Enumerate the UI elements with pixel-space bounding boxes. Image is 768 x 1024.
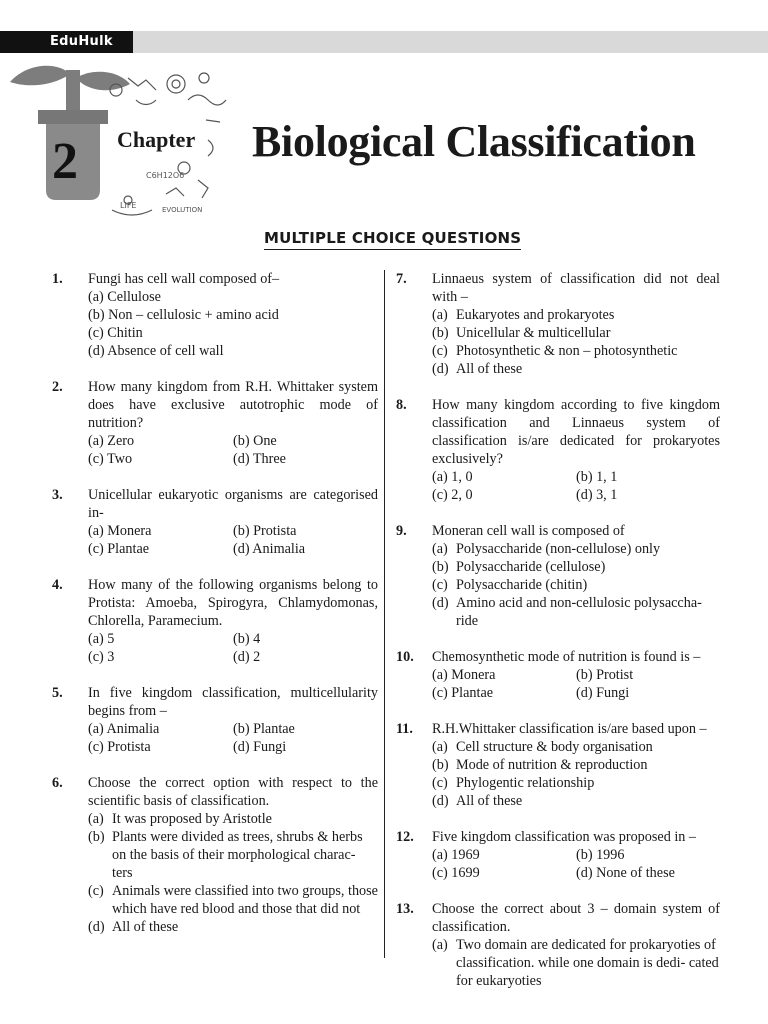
question-number: 4.: [52, 577, 63, 593]
option-text: Two domain are dedicated for prokaryoties of classification. while one domain is dedi- cated for eukaryoties: [456, 937, 719, 989]
option-list: [432, 540, 720, 630]
question-item: [396, 270, 720, 378]
option-text: Polysaccharide (non-cellulose) only: [456, 541, 661, 557]
option-item: (a) Cellulose: [88, 289, 161, 305]
question-text: How many kingdom according to five kingdom classification and Linnaeus system of classification is/are dedicated for prokaryotes exclusively?: [432, 397, 720, 467]
option-item: [432, 576, 720, 594]
option-label: (a): [432, 937, 448, 953]
option-label: (b): [88, 829, 105, 845]
question-number: 3.: [52, 487, 63, 503]
option-text: All of these: [456, 793, 523, 809]
question-text: R.H.Whittaker classification is/are based upon –: [432, 721, 707, 737]
option-item: [88, 828, 378, 882]
option-item: (d) Absence of cell wall: [88, 343, 224, 359]
option-item: [432, 342, 720, 360]
option-label: (b): [432, 757, 449, 773]
question-text: Unicellular eukaryotic organisms are categorised in-: [88, 487, 378, 521]
leaf-left-icon: [10, 66, 70, 85]
question-text: Moneran cell wall is composed of: [432, 523, 625, 539]
option-text: Unicellular & multicellular: [456, 325, 611, 341]
question-number: 5.: [52, 685, 63, 701]
question-text: Five kingdom classification was proposed in –: [432, 829, 697, 845]
option-text: Photosynthetic & non – photosynthetic: [456, 343, 678, 359]
svg-text:EVOLUTION: EVOLUTION: [162, 206, 203, 214]
question-text: Choose the correct option with respect to the scientific basis of classification.: [88, 775, 378, 809]
question-item: [396, 396, 720, 504]
question-item: [396, 720, 720, 810]
option-item: (d) 2: [233, 649, 261, 665]
option-item: [432, 324, 720, 342]
question-item: [396, 522, 720, 630]
option-item: [88, 882, 378, 918]
option-item: [88, 810, 378, 828]
option-text: All of these: [112, 919, 179, 935]
option-list: [88, 288, 378, 360]
question-item: [396, 828, 720, 882]
option-label: (d): [432, 361, 449, 377]
option-item: (a) Monera: [88, 523, 152, 539]
question-text: Fungi has cell wall composed of–: [88, 271, 280, 287]
option-item: [432, 792, 720, 810]
left-column: [52, 270, 378, 954]
option-item: (b) 4: [233, 631, 261, 647]
option-text: Eukaryotes and prokaryotes: [456, 307, 615, 323]
option-label: (d): [432, 595, 449, 611]
option-list: [88, 432, 378, 468]
option-item: (a) 5: [88, 631, 115, 647]
option-text: Plants were divided as trees, shrubs & herbs on the basis of their morphological charac- ters: [112, 829, 363, 881]
question-item: [396, 900, 720, 990]
question-number: 8.: [396, 397, 407, 413]
option-list: [88, 522, 378, 558]
option-item: (a) 1, 0: [432, 469, 473, 485]
option-item: [432, 936, 720, 990]
option-item: [432, 594, 720, 630]
option-list: [432, 936, 720, 990]
question-item: [52, 774, 378, 936]
question-text: How many of the following organisms belong to Protista: Amoeba, Spirogyra, Chlamydomonas, Chlorella, Paramecium.: [88, 577, 378, 629]
question-number: 9.: [396, 523, 407, 539]
option-label: (a): [432, 307, 448, 323]
option-label: (c): [432, 343, 448, 359]
option-item: (a) Zero: [88, 433, 135, 449]
option-label: (c): [432, 775, 448, 791]
option-item: [432, 774, 720, 792]
question-number: 1.: [52, 271, 63, 287]
option-item: (b) Plantae: [233, 721, 295, 737]
option-item: (a) Monera: [432, 667, 496, 683]
option-list: [88, 630, 378, 666]
option-item: (d) Animalia: [233, 541, 306, 557]
option-list: [432, 666, 720, 702]
option-item: [88, 918, 378, 936]
option-item: (b) Non – cellulosic + amino acid: [88, 307, 279, 323]
question-number: 6.: [52, 775, 63, 791]
option-text: Polysaccharide (chitin): [456, 577, 588, 593]
option-item: (c) Plantae: [432, 685, 494, 701]
option-list: [432, 846, 720, 882]
option-item: (c) Two: [88, 451, 133, 467]
option-item: (b) One: [233, 433, 277, 449]
question-item: [52, 378, 378, 468]
option-label: (d): [88, 919, 105, 935]
right-column: [396, 270, 720, 1008]
option-item: (c) 3: [88, 649, 115, 665]
question-number: 7.: [396, 271, 407, 287]
option-text: Cell structure & body organisation: [456, 739, 653, 755]
option-text: Animals were classified into two groups, those which have red blood and those that did not: [112, 883, 378, 917]
option-item: [432, 558, 720, 576]
option-text: Polysaccharide (cellulose): [456, 559, 606, 575]
chapter-title: Biological Classification: [252, 117, 696, 166]
option-item: (b) Protista: [233, 523, 297, 539]
option-item: [432, 738, 720, 756]
option-item: (c) Protista: [88, 739, 151, 755]
option-item: (d) None of these: [576, 865, 675, 881]
option-item: (c) Plantae: [88, 541, 150, 557]
option-list: [432, 306, 720, 378]
question-item: [396, 648, 720, 702]
question-text: In five kingdom classification, multicellularity begins from –: [88, 685, 378, 719]
question-text: Chemosynthetic mode of nutrition is found is –: [432, 649, 701, 665]
option-item: (b) 1996: [576, 847, 625, 863]
option-list: [432, 738, 720, 810]
option-item: (d) Fungi: [576, 685, 630, 701]
option-item: [432, 360, 720, 378]
question-item: [52, 486, 378, 558]
option-label: (c): [432, 577, 448, 593]
option-item: (d) Three: [233, 451, 286, 467]
svg-text:LIFE: LIFE: [120, 201, 137, 210]
option-text: Mode of nutrition & reproduction: [456, 757, 648, 773]
question-text: Linnaeus system of classification did not deal with –: [432, 271, 720, 305]
chapter-number: 2: [52, 133, 78, 190]
question-number: 2.: [52, 379, 63, 395]
option-item: (d) Fungi: [233, 739, 287, 755]
question-number: 12.: [396, 829, 414, 845]
question-text: Choose the correct about 3 – domain system of classification.: [432, 901, 720, 935]
section-title: MULTIPLE CHOICE QUESTIONS: [264, 229, 521, 250]
option-list: [88, 720, 378, 756]
option-item: (a) Animalia: [88, 721, 160, 737]
option-text: It was proposed by Aristotle: [112, 811, 272, 827]
option-label: (a): [88, 811, 104, 827]
column-divider: [384, 270, 385, 958]
option-item: (b) 1, 1: [576, 469, 618, 485]
question-number: 13.: [396, 901, 414, 917]
option-list: [432, 468, 720, 504]
question-item: [52, 684, 378, 756]
question-number: 11.: [396, 721, 413, 737]
chapter-label: Chapter: [117, 127, 196, 152]
question-number: 10.: [396, 649, 414, 665]
option-label: (d): [432, 793, 449, 809]
option-item: (a) 1969: [432, 847, 480, 863]
question-text: How many kingdom from R.H. Whittaker system does have exclusive autotrophic mode of nutrition?: [88, 379, 378, 431]
option-item: (d) 3, 1: [576, 487, 618, 503]
option-item: (c) Chitin: [88, 325, 143, 341]
option-label: (c): [88, 883, 104, 899]
option-text: All of these: [456, 361, 523, 377]
option-label: (b): [432, 325, 449, 341]
option-item: [432, 540, 720, 558]
option-item: (c) 2, 0: [432, 487, 473, 503]
option-item: (c) 1699: [432, 865, 480, 881]
option-item: [432, 756, 720, 774]
option-label: (a): [432, 739, 448, 755]
option-text: Phylogentic relationship: [456, 775, 595, 791]
question-item: [52, 576, 378, 666]
question-item: [52, 270, 378, 360]
option-label: (a): [432, 541, 448, 557]
svg-text:C6H12O6: C6H12O6: [146, 171, 185, 180]
option-text: Amino acid and non-cellulosic polysaccha- ride: [456, 595, 702, 629]
option-item: [432, 306, 720, 324]
brand-label: EduHulk: [0, 31, 133, 53]
option-label: (b): [432, 559, 449, 575]
option-item: (b) Protist: [576, 667, 634, 683]
option-list: [88, 810, 378, 936]
